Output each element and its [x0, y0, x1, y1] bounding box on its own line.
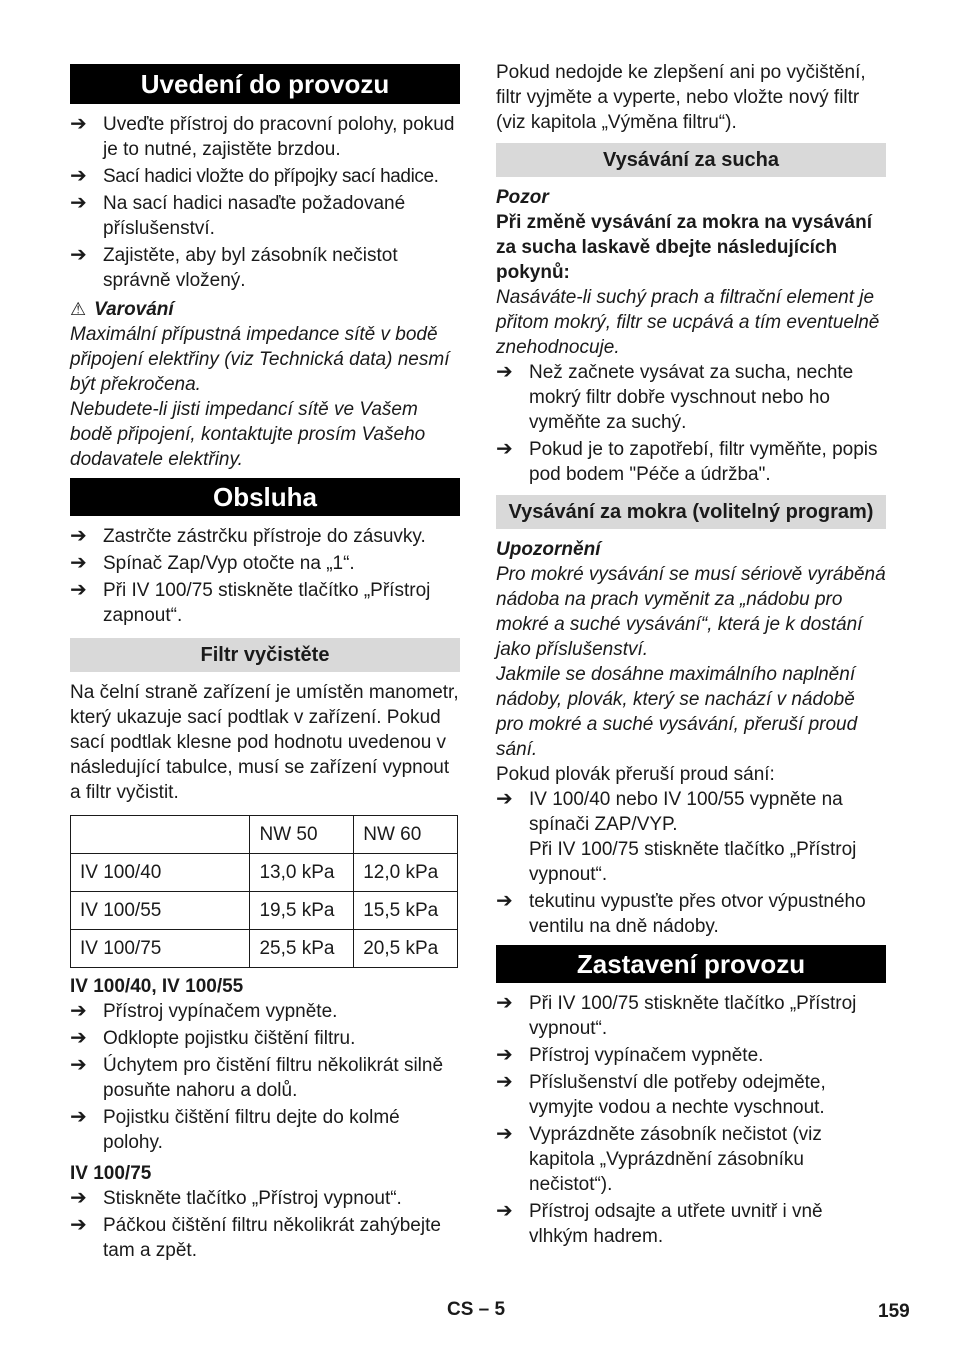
group1-list	[70, 999, 460, 1155]
note-title: Upozornění	[496, 539, 601, 560]
list-item: ➔ Na sací hadici nasaďte požadované příslušenství.	[70, 192, 406, 239]
arrow-right-icon: ➔	[496, 1071, 513, 1093]
list-item: ➔ Stiskněte tlačítko „Přístroj vypnout“.	[70, 1187, 402, 1209]
table-row	[71, 930, 458, 968]
arrow-right-icon: ➔	[496, 992, 513, 1014]
list-item: ➔ Vyprázdněte zásobník nečistot (viz kapitola „Vyprázdnění zásobníku nečistot“).	[496, 1123, 822, 1195]
table-cell: 15,5 kPa	[354, 892, 458, 930]
uvedeni-list	[70, 112, 460, 293]
list-item: ➔ Pokud je to zapotřebí, filtr vyměňte, popis pod bodem "Péče a údržba".	[496, 438, 878, 485]
list-item: ➔ Pojistku čištění filtru dejte do kolmé polohy.	[70, 1106, 400, 1153]
table-cell	[71, 816, 250, 854]
warning-text: Nebudete-li jisti impedancí sítě ve Vašem bodě připojení, kontaktujte prosím Vašeho dodavatele elektřiny.	[70, 399, 426, 470]
list-item: ➔ Než začnete vysávat za sucha, nechte mokrý filtr dobře vyschnout nebo ho vyměňte za suchý.	[496, 361, 854, 433]
sucha-list	[496, 360, 886, 487]
obsluha-list	[70, 524, 460, 628]
note-text: Jakmile se dosáhne maximálního naplnění nádoby, plovák, který se nachází v nádobě pro mokré a suché vysávání, přeruší proud sání.	[496, 664, 858, 760]
arrow-right-icon: ➔	[70, 1054, 87, 1076]
arrow-right-icon: ➔	[496, 1200, 513, 1222]
table-row	[71, 892, 458, 930]
right-column	[496, 60, 886, 1251]
subsection-heading-mokra: Vysávání za mokra (volitelný program)	[496, 495, 886, 529]
list-item: ➔ tekutinu vypusťte přes otvor výpustného ventilu na dně nádoby.	[496, 890, 866, 937]
left-column	[70, 60, 460, 1265]
arrow-right-icon: ➔	[496, 361, 513, 383]
intro-paragraph: Pokud nedojde ke zlepšení ani po vyčištění, filtr vyjměte a vyperte, nebo vložte nový filtr (viz kapitola „Výměna filtru“).	[496, 62, 866, 133]
list-item: ➔ Při IV 100/75 stiskněte tlačítko „Přístroj vypnout“.	[496, 992, 857, 1039]
warning-text: Maximální přípustná impedance sítě v bodě připojení elektřiny (viz Technická data) nesmí být překročena.	[70, 324, 450, 395]
list-item: ➔ Přístroj vypínačem vypněte.	[496, 1044, 764, 1066]
arrow-right-icon: ➔	[70, 552, 87, 574]
arrow-right-icon: ➔	[70, 525, 87, 547]
arrow-right-icon: ➔	[496, 1044, 513, 1066]
mokra-list	[496, 787, 886, 939]
table-row	[71, 854, 458, 892]
warning-triangle-icon: ⚠	[70, 299, 87, 319]
note-text: Pro mokré vysávání se musí sériově vyráběná nádoba na prach vyměnit za „nádobu pro mokré a suché vysávání“, která je k dostání jako příslušenství.	[496, 564, 886, 660]
table-header-row	[71, 816, 458, 854]
arrow-right-icon: ➔	[70, 1106, 87, 1128]
list-item: ➔ Uveďte přístroj do pracovní polohy, pokud je to nutné, zajistěte brzdou.	[70, 113, 455, 160]
list-item: ➔ Zastrčte zástrčku přístroje do zásuvky.	[70, 525, 426, 547]
list-item: ➔ Příslušenství dle potřeby odejměte, vymyjte vodou a nechte vyschnout.	[496, 1071, 826, 1118]
plain-text: Pokud plovák přeruší proud sání:	[496, 764, 775, 785]
table-cell: IV 100/40	[71, 854, 250, 892]
zastaveni-list	[496, 991, 886, 1249]
table-cell: NW 50	[250, 816, 354, 854]
arrow-right-icon: ➔	[496, 438, 513, 460]
table-cell: IV 100/75	[71, 930, 250, 968]
arrow-right-icon: ➔	[70, 1027, 87, 1049]
arrow-right-icon: ➔	[70, 244, 87, 266]
subsection-heading-filtr: Filtr vyčistěte	[70, 638, 460, 672]
arrow-right-icon: ➔	[70, 579, 87, 601]
list-item: ➔ Odklopte pojistku čištění filtru.	[70, 1027, 356, 1049]
arrow-right-icon: ➔	[496, 788, 513, 810]
arrow-right-icon: ➔	[496, 890, 513, 912]
list-item: ➔ Přístroj odsajte a utřete uvnitř i vně vlhkým hadrem.	[496, 1200, 823, 1247]
list-item: ➔ Páčkou čištění filtru několikrát zahýbejte tam a zpět.	[70, 1214, 441, 1261]
caution-italic-text: Nasáváte-li suchý prach a filtrační element je přitom mokrý, filtr se ucpává a tím eventuelně znehodnocuje.	[496, 287, 880, 358]
arrow-right-icon: ➔	[70, 1214, 87, 1236]
model-group-title: IV 100/40, IV 100/55	[70, 976, 244, 997]
arrow-right-icon: ➔	[496, 1123, 513, 1145]
table-cell: NW 60	[354, 816, 458, 854]
list-item: ➔ Přístroj vypínačem vypněte.	[70, 1000, 338, 1022]
pressure-table	[70, 815, 458, 968]
section-heading-obsluha: Obsluha	[70, 478, 460, 516]
subsection-heading-sucha: Vysávání za sucha	[496, 143, 886, 177]
list-item: ➔ IV 100/40 nebo IV 100/55 vypněte na spínači ZAP/VYP. Při IV 100/75 stiskněte tlačítko „Přístroj vypnout“.	[496, 788, 857, 885]
caution-bold-text: Při změně vysávání za mokra na vysávání za sucha laskavě dbejte následujících pokynů:	[496, 212, 872, 283]
arrow-right-icon: ➔	[70, 165, 87, 187]
table-cell: 25,5 kPa	[250, 930, 354, 968]
list-item: ➔ Spínač Zap/Vyp otočte na „1“.	[70, 552, 355, 574]
filtr-intro: Na čelní straně zařízení je umístěn manometr, který ukazuje sací podtlak v zařízení. Pokud sací podtlak klesne pod hodnotu uvedenou v následující tabulce, musí se zařízení vypnout a filtr vyčistit.	[70, 682, 459, 803]
list-item: ➔ Při IV 100/75 stiskněte tlačítko „Přístroj zapnout“.	[70, 579, 431, 626]
table-cell: 19,5 kPa	[250, 892, 354, 930]
arrow-right-icon: ➔	[70, 113, 87, 135]
list-item: ➔ Úchytem pro čistění filtru několikrát silně posuňte nahoru a dolů.	[70, 1054, 444, 1101]
footer-language-code: CS – 5	[447, 1299, 506, 1320]
arrow-right-icon: ➔	[70, 1000, 87, 1022]
warning-title: ⚠ Varování	[70, 299, 174, 320]
group2-list	[70, 1186, 460, 1263]
table-cell: IV 100/55	[71, 892, 250, 930]
section-heading-zastaveni: Zastavení provozu	[496, 945, 886, 983]
table-cell: 12,0 kPa	[354, 854, 458, 892]
footer-page-number: 159	[878, 1301, 910, 1322]
model-group-title: IV 100/75	[70, 1163, 152, 1184]
arrow-right-icon: ➔	[70, 192, 87, 214]
list-item: ➔ Zajistěte, aby byl zásobník nečistot správně vložený.	[70, 244, 398, 291]
caution-title: Pozor	[496, 187, 549, 208]
table-cell: 13,0 kPa	[250, 854, 354, 892]
section-heading-uvedeni: Uvedení do provozu	[70, 64, 460, 104]
arrow-right-icon: ➔	[70, 1187, 87, 1209]
table-cell: 20,5 kPa	[354, 930, 458, 968]
list-item: ➔ Sací hadici vložte do přípojky sací hadice.	[70, 165, 439, 187]
